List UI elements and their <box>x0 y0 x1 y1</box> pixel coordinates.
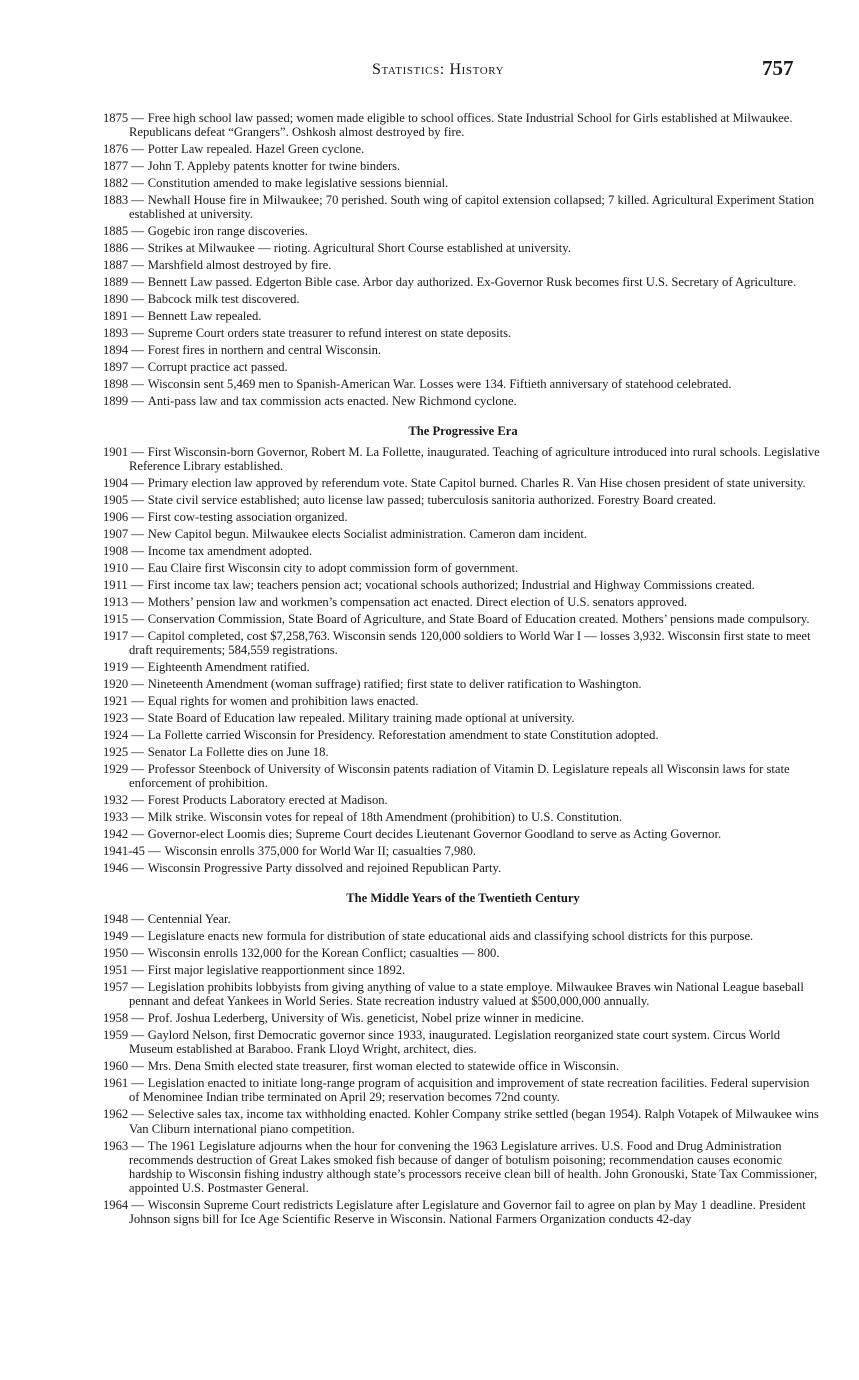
entry-text: First major legislative reapportionment since 1892. <box>147 962 406 977</box>
chronology-entry <box>103 510 823 524</box>
entry-text: Mrs. Dena Smith elected state treasurer, first woman elected to statewide office in Wisconsin. <box>147 1059 620 1074</box>
entry-text: Nineteenth Amendment (woman suffrage) ratified; first state to deliver ratification to Washington. <box>147 677 642 692</box>
chronology-entry <box>103 1139 823 1196</box>
entry-dash: — <box>131 360 144 375</box>
entry-dash: — <box>131 728 144 743</box>
entry-text: Eau Claire first Wisconsin city to adopt commission form of government. <box>147 561 519 576</box>
entry-year: 1910 <box>103 561 129 576</box>
entry-dash: — <box>131 861 144 876</box>
entry-dash: — <box>131 292 144 307</box>
chronology-entry <box>103 612 823 626</box>
entry-text: Gogebic iron range discoveries. <box>147 224 308 239</box>
entry-text: Senator La Follette dies on June 18. <box>147 745 329 760</box>
entry-year: 1917 <box>103 629 129 644</box>
entry-year: 1932 <box>103 793 129 808</box>
chronology-entry <box>103 544 823 558</box>
entry-year: 1876 <box>103 142 129 157</box>
entry-text: State civil service established; auto license law passed; tuberculosis sanitoria authorized. Forestry Board created. <box>147 493 717 508</box>
entry-year: 1924 <box>103 728 129 743</box>
entry-dash: — <box>131 945 144 960</box>
entry-year: 1913 <box>103 595 129 610</box>
chronology-entry <box>103 929 823 943</box>
entry-text: Legislature enacts new formula for distribution of state educational aids and classifying school districts for this purpose. <box>147 928 754 943</box>
entry-text: Prof. Joshua Lederberg, University of Wis. geneticist, Nobel prize winner in medicine. <box>147 1011 584 1026</box>
entry-dash: — <box>131 1138 144 1153</box>
chronology-entry <box>103 445 823 473</box>
entry-dash: — <box>131 827 144 842</box>
entry-year: 1877 <box>103 159 129 174</box>
section-heading: The Middle Years of the Twentieth Century <box>346 890 580 905</box>
entry-dash: — <box>131 595 144 610</box>
entry-year: 1925 <box>103 745 129 760</box>
entry-text: Free high school law passed; women made eligible to school offices. State Industrial School for Girls established at Milwaukee. Republicans defeat “Grangers”. Oshkosh almost destroyed by fire. <box>129 111 793 140</box>
chronology-entry <box>103 694 823 708</box>
entry-text: The 1961 Legislature adjourns when the hour for convening the 1963 Legislature arrives. U.S. Food and Drug Administration recommends destruction of Great Lakes smoked fish because of danger of botulism poisoning; recommendation causes economic hardship to Wisconsin fishing industry although state’s processors receive clean bill of health. John Gronouski, State Tax Commissioner, appointed U.S. Postmaster General. <box>129 1138 818 1196</box>
entry-dash: — <box>131 224 144 239</box>
entry-dash: — <box>131 309 144 324</box>
chronology-entry <box>103 1011 823 1025</box>
entry-year: 1905 <box>103 493 129 508</box>
entry-dash: — <box>130 578 144 593</box>
entry-dash: — <box>131 711 144 726</box>
chronology-entry <box>103 377 823 391</box>
entry-year: 1915 <box>103 612 129 627</box>
entry-year: 1929 <box>103 762 129 777</box>
entry-dash: — <box>131 1028 144 1043</box>
entry-year: 1887 <box>103 258 129 273</box>
entry-text: Centennial Year. <box>147 911 231 926</box>
entry-dash: — <box>131 1011 144 1026</box>
entry-year: 1904 <box>103 476 129 491</box>
entry-dash: — <box>131 694 144 709</box>
entry-year: 1957 <box>103 979 129 994</box>
entry-text: Selective sales tax, income tax withholding enacted. Kohler Company strike settled (began 1954). Ralph Votapek of Milwaukee wins Van Cliburn international piano competition. <box>129 1107 819 1136</box>
entry-text: First cow-testing association organized. <box>147 510 348 525</box>
entry-text: Newhall House fire in Milwaukee; 70 perished. South wing of capitol extension collapsed; 7 killed. Agricultural Experiment Station established at university. <box>129 193 815 222</box>
entry-text: Potter Law repealed. Hazel Green cyclone. <box>147 142 365 157</box>
entry-year: 1948 <box>103 911 129 926</box>
entry-year: 1906 <box>103 510 129 525</box>
page-title: Statistics: History <box>372 61 505 78</box>
entry-text: Milk strike. Wisconsin votes for repeal of 18th Amendment (prohibition) to U.S. Constitution. <box>147 810 623 825</box>
entry-dash: — <box>131 377 144 392</box>
entry-text: Mothers’ pension law and workmen’s compensation act enacted. Direct election of U.S. senators approved. <box>147 595 688 610</box>
entry-text: Wisconsin enrolls 375,000 for World War II; casualties 7,980. <box>164 844 477 859</box>
entry-dash: — <box>131 527 144 542</box>
entry-year: 1901 <box>103 444 129 459</box>
chronology-entry <box>103 912 823 926</box>
entry-year: 1942 <box>103 827 129 842</box>
entry-text: Conservation Commission, State Board of Agriculture, and State Board of Education created. Mothers’ pensions made compulsory. <box>147 612 810 627</box>
chronology-entry <box>103 309 823 323</box>
entry-year: 1923 <box>103 711 129 726</box>
chronology-entry <box>103 578 823 592</box>
chronology-entry <box>103 844 823 858</box>
entry-text: Primary election law approved by referendum vote. State Capitol burned. Charles R. Van Hise chosen president of state university. <box>147 476 806 491</box>
entry-year: 1894 <box>103 343 129 358</box>
entry-dash: — <box>131 979 144 994</box>
entry-text: Wisconsin Progressive Party dissolved and rejoined Republican Party. <box>147 861 502 876</box>
chronology-entry <box>103 326 823 340</box>
entry-year: 1911 <box>103 578 128 593</box>
chronology-entry <box>103 142 823 156</box>
entry-dash: — <box>131 911 144 926</box>
entry-year: 1951 <box>103 962 129 977</box>
entry-year: 1963 <box>103 1138 129 1153</box>
chronology-entry <box>103 629 823 657</box>
chronology-entry <box>103 677 823 691</box>
entry-dash: — <box>131 1107 144 1122</box>
section-heading: The Progressive Era <box>408 423 518 438</box>
entry-text: Gaylord Nelson, first Democratic governor since 1933, inaugurated. Legislation reorganized state court system. Circus World Museum established at Baraboo. Frank Lloyd Wright, architect, dies. <box>129 1028 781 1057</box>
entry-year: 1899 <box>103 394 129 409</box>
entry-dash: — <box>131 241 144 256</box>
chronology-entry <box>103 711 823 725</box>
entry-text: New Capitol begun. Milwaukee elects Socialist administration. Cameron dam incident. <box>147 527 588 542</box>
entry-dash: — <box>131 745 144 760</box>
entry-dash: — <box>131 962 144 977</box>
entry-text: Professor Steenbock of University of Wisconsin patents radiation of Vitamin D. Legislature repeals all Wisconsin laws for state enforcement of prohibition. <box>129 762 790 791</box>
entry-year: 1950 <box>103 945 129 960</box>
entry-text: Strikes at Milwaukee — rioting. Agricultural Short Course established at university. <box>147 241 571 256</box>
entry-dash: — <box>147 844 161 859</box>
entry-dash: — <box>131 810 144 825</box>
entry-text: Wisconsin sent 5,469 men to Spanish-American War. Losses were 134. Fiftieth anniversary of statehood celebrated. <box>147 377 732 392</box>
entry-text: Equal rights for women and prohibition laws enacted. <box>147 694 419 709</box>
entry-text: Corrupt practice act passed. <box>147 360 288 375</box>
entry-text: First Wisconsin-born Governor, Robert M. La Follette, inaugurated. Teaching of agriculture introduced into rural schools. Legislative Reference Library established. <box>129 444 820 474</box>
page-number: 757 <box>762 56 794 80</box>
chronology-entry <box>103 980 823 1008</box>
chronology-entry <box>103 176 823 190</box>
chronology-entry <box>103 861 823 875</box>
entry-text: Supreme Court orders state treasurer to refund interest on state deposits. <box>147 326 512 341</box>
chronology-entry <box>103 728 823 742</box>
chronology-entry <box>103 1028 823 1056</box>
entry-year: 1946 <box>103 861 129 876</box>
entry-year: 1960 <box>103 1059 129 1074</box>
entry-text: First income tax law; teachers pension act; vocational schools authorized; Industrial and Highway Commissions created. <box>147 578 755 593</box>
entry-dash: — <box>131 510 144 525</box>
entry-dash: — <box>131 444 144 459</box>
entry-dash: — <box>131 1059 144 1074</box>
chronology-entry <box>103 660 823 674</box>
entry-dash: — <box>131 176 144 191</box>
chronology-entry <box>103 946 823 960</box>
entry-text: Wisconsin enrolls 132,000 for the Korean Conflict; casualties — 800. <box>147 945 500 960</box>
entry-text: Capitol completed, cost $7,258,763. Wisconsin sends 120,000 soldiers to World War I — losses 3,932. Wisconsin first state to meet draft requirements; 584,559 registrations. <box>129 629 811 658</box>
entry-dash: — <box>131 326 144 341</box>
entry-dash: — <box>131 343 144 358</box>
chronology-entry <box>103 193 823 221</box>
entry-year: 1891 <box>103 309 129 324</box>
chronology-entry <box>103 1076 823 1104</box>
entry-year: 1949 <box>103 928 129 943</box>
entry-dash: — <box>131 193 144 208</box>
entry-text: Eighteenth Amendment ratified. <box>147 660 310 675</box>
entry-year: 1890 <box>103 292 129 307</box>
entry-text: La Follette carried Wisconsin for Presidency. Reforestation amendment to state Constitution adopted. <box>147 728 659 743</box>
entry-text: Bennett Law repealed. <box>147 309 262 324</box>
entry-dash: — <box>131 258 144 273</box>
entry-year: 1882 <box>103 176 129 191</box>
chronology-entry <box>103 745 823 759</box>
entry-year: 1885 <box>103 224 129 239</box>
entry-dash: — <box>131 111 144 125</box>
entry-text: State Board of Education law repealed. Military training made optional at university. <box>147 711 575 726</box>
entry-dash: — <box>131 394 144 409</box>
chronology-entry <box>103 343 823 357</box>
chronology-entry <box>103 827 823 841</box>
entry-year: 1921 <box>103 694 129 709</box>
entry-dash: — <box>131 928 144 943</box>
entry-text: Anti-pass law and tax commission acts enacted. New Richmond cyclone. <box>147 394 517 409</box>
entry-year: 1961 <box>103 1076 129 1091</box>
entry-year: 1964 <box>103 1198 129 1213</box>
entry-year: 1898 <box>103 377 129 392</box>
entry-text: Babcock milk test discovered. <box>147 292 300 307</box>
chronology-entry <box>103 258 823 272</box>
entry-text: John T. Appleby patents knotter for twine binders. <box>147 159 401 174</box>
entry-text: Bennett Law passed. Edgerton Bible case. Arbor day authorized. Ex-Governor Rusk becomes first U.S. Secretary of Agriculture. <box>147 275 797 290</box>
chronology-entry <box>103 159 823 173</box>
entry-dash: — <box>131 677 144 692</box>
entry-dash: — <box>131 561 144 576</box>
chronology-content <box>103 111 823 1229</box>
chronology-entry <box>103 360 823 374</box>
chronology-entry <box>103 762 823 790</box>
chronology-entry <box>103 476 823 490</box>
entry-dash: — <box>131 660 144 675</box>
entry-year: 1962 <box>103 1107 129 1122</box>
chronology-entry <box>103 561 823 575</box>
entry-text: Legislation enacted to initiate long-range program of acquisition and improvement of state recreation facilities. Federal supervision of Menominee Indian tribe terminated on April 29; reservation becomes 72nd county. <box>129 1076 810 1105</box>
entry-dash: — <box>131 629 144 644</box>
chronology-entry <box>103 1198 823 1226</box>
entry-year: 1883 <box>103 193 129 208</box>
entry-year: 1893 <box>103 326 129 341</box>
entry-text: Legislation prohibits lobbyists from giving anything of value to a state employe. Milwaukee Braves win National League baseball pennant and defeat Yankees in World Series. State recreation industry valued at $500,000,000 annually. <box>129 979 804 1009</box>
entry-year: 1959 <box>103 1028 129 1043</box>
entry-year: 1908 <box>103 544 129 559</box>
chronology-entry <box>103 527 823 541</box>
entry-year: 1886 <box>103 241 129 256</box>
entry-dash: — <box>131 142 144 157</box>
entry-dash: — <box>131 612 144 627</box>
entry-text: Constitution amended to make legislative sessions biennial. <box>147 176 449 191</box>
entry-year: 1907 <box>103 527 129 542</box>
entry-year: 1933 <box>103 810 129 825</box>
entry-year: 1875 <box>103 111 129 125</box>
chronology-entry <box>103 275 823 289</box>
chronology-entry <box>103 963 823 977</box>
entry-dash: — <box>131 762 144 777</box>
entry-dash: — <box>131 493 144 508</box>
chronology-entry <box>103 810 823 824</box>
entry-text: Governor-elect Loomis dies; Supreme Court decides Lieutenant Governor Goodland to serve as Acting Governor. <box>147 827 722 842</box>
entry-year: 1897 <box>103 360 129 375</box>
entry-text: Marshfield almost destroyed by fire. <box>147 258 332 273</box>
chronology-entry <box>103 224 823 238</box>
chronology-entry <box>103 1107 823 1135</box>
chronology-entry <box>103 292 823 306</box>
entry-year: 1920 <box>103 677 129 692</box>
entry-dash: — <box>131 159 144 174</box>
chronology-entry <box>103 394 823 408</box>
entry-text: Forest fires in northern and central Wisconsin. <box>147 343 382 358</box>
chronology-entry <box>103 241 823 255</box>
chronology-entry <box>103 111 823 139</box>
entry-dash: — <box>131 544 144 559</box>
running-head <box>0 58 859 86</box>
entry-text: Wisconsin Supreme Court redistricts Legislature after Legislature and Governor fail to agree on plan by May 1 deadline. President Johnson signs bill for Ice Age Scientific Reserve in Wisconsin. National Farmers Organization conducts 42-day <box>129 1198 806 1227</box>
entry-dash: — <box>131 1076 144 1091</box>
chronology-entry <box>103 493 823 507</box>
entry-dash: — <box>131 793 144 808</box>
entry-dash: — <box>131 275 144 290</box>
entry-dash: — <box>131 1198 144 1213</box>
chronology-entry <box>103 1059 823 1073</box>
chronology-entry <box>103 793 823 807</box>
entry-year: 1941-45 <box>103 844 145 859</box>
entry-year: 1919 <box>103 660 129 675</box>
entry-text: Income tax amendment adopted. <box>147 544 313 559</box>
entry-dash: — <box>131 476 144 491</box>
chronology-entry <box>103 595 823 609</box>
entry-year: 1958 <box>103 1011 129 1026</box>
entry-year: 1889 <box>103 275 129 290</box>
entry-text: Forest Products Laboratory erected at Madison. <box>147 793 388 808</box>
